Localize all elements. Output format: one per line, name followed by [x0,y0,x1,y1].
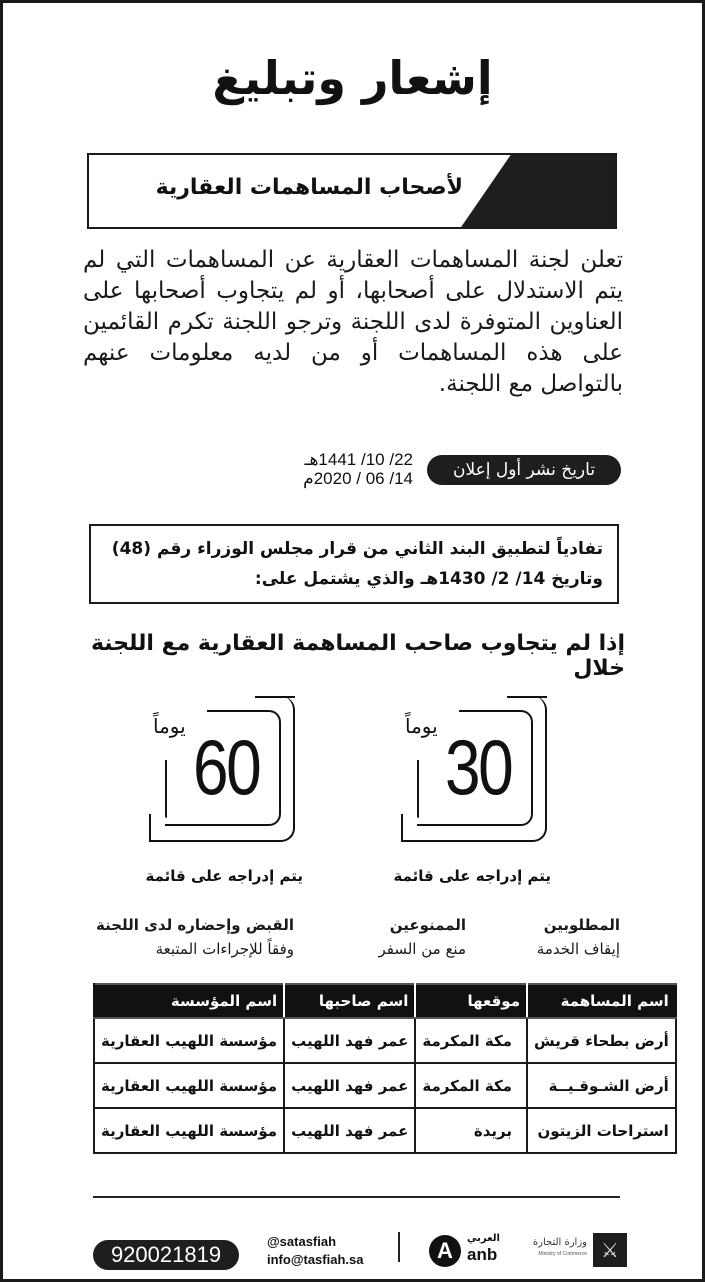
cell-contribution-name: استراحات الزيتون [527,1108,676,1153]
consequence-detail: منع من السفر [378,940,466,958]
ministry-of-commerce-logo [527,1231,631,1269]
subtitle-banner [87,153,617,229]
consequence-title: القبض وإحضاره لدى اللجنة [96,916,294,934]
deadline-badge-30 [401,696,551,846]
table-row [94,1108,676,1153]
cell-establishment-name: مؤسسة اللهيب العقارية [94,1018,284,1063]
contributions-table [93,983,677,1154]
badge-outer-tick [149,814,151,842]
cell-location: مكة المكرمة [415,1018,527,1063]
decree-line-2: وتاريخ 14/ 2/ 1430هـ والذي يشتمل على: [254,569,603,589]
caption-60: يتم إدراجه على قائمة [145,867,303,885]
days-number: 30 [445,723,512,811]
days-number: 60 [193,723,260,811]
banner-dark-slab [457,153,617,229]
twitter-handle[interactable]: @satasfiah [267,1234,337,1249]
decree-line-1: تفادياً لتطبيق البند الثاني من قرار مجلس الوزراء رقم (48) [111,539,603,559]
condition-heading: إذا لم يتجاوب صاحب المساهمة العقارية مع اللجنة خلال [90,631,625,681]
footer-separator [398,1232,400,1262]
anb-name-ar: العربي [467,1233,500,1244]
footer-divider [93,1196,620,1198]
badge-inner-tick [165,760,167,818]
caption-30: يتم إدراجه على قائمة [393,867,551,885]
page-title: إشعار وتبليغ [212,51,493,105]
cell-owner-name: عمر فهد اللهيب [284,1108,415,1153]
header-establishment-name: اسم المؤسسة [94,984,284,1018]
saudi-emblem-icon: ⚔ [593,1233,627,1267]
consequence-wanted [537,913,620,961]
date-hijri: 22/ 10/ 1441هـ [304,450,413,469]
cell-location: بريدة [415,1108,527,1153]
table-header-row [94,984,676,1018]
header-location: موقعها [415,984,527,1018]
cell-establishment-name: مؤسسة اللهيب العقارية [94,1063,284,1108]
consequence-title: الممنوعين [389,916,466,934]
badge-outer-tick [401,814,403,842]
ministry-name-en: Ministry of Commerce [538,1251,587,1257]
cell-owner-name: عمر فهد اللهيب [284,1063,415,1108]
contact-info [267,1233,363,1269]
cell-location: مكة المكرمة [415,1063,527,1108]
decree-box [89,524,619,604]
header-contribution-name: اسم المساهمة [527,984,676,1018]
anb-bank-logo [429,1233,509,1269]
publication-date-label: تاريخ نشر أول إعلان [427,455,621,485]
intro-paragraph: تعلن لجنة المساهمات العقارية عن المساهمات التي لم يتم الاستدلال على أصحابها، أو لم يتجاوب أصحابها على العناوين المتوفرة لدى اللجنة وترجو اللجنة تكرم القائمين على هذه المساهمات أو من لديه معلومات عنهم بالتواصل مع اللجنة. [83,247,623,397]
consequence-detail: إيقاف الخدمة [536,940,620,958]
deadline-badge-60 [149,696,299,846]
consequence-banned [378,913,466,961]
cell-contribution-name: أرض الشـوقـيــة [527,1063,676,1108]
anb-name-en: anb [467,1245,498,1264]
anb-a-icon: A [429,1235,461,1267]
cell-owner-name: عمر فهد اللهيب [284,1018,415,1063]
consequence-title: المطلوبين [543,916,620,934]
phone-number[interactable]: 920021819 [93,1240,239,1270]
days-unit: يوماً [153,714,186,738]
date-gregorian: 14/ 06 / 2020م [303,469,413,488]
days-unit: يوماً [405,714,438,738]
ministry-name-ar: وزارة التجارة [532,1237,587,1248]
subtitle-text: لأصحاب المساهمات العقارية [155,175,463,200]
publication-dates [261,450,413,488]
consequence-arrest [96,913,294,961]
header-owner-name: اسم صاحبها [284,984,415,1018]
email-link[interactable]: info@tasfiah.sa [267,1252,364,1267]
table-row [94,1063,676,1108]
cell-contribution-name: أرض بطحاء قريش [527,1018,676,1063]
consequence-detail: وفقاً للإجراءات المتبعة [155,940,294,958]
cell-establishment-name: مؤسسة اللهيب العقارية [94,1108,284,1153]
badge-inner-tick [417,760,419,818]
table-row [94,1018,676,1063]
